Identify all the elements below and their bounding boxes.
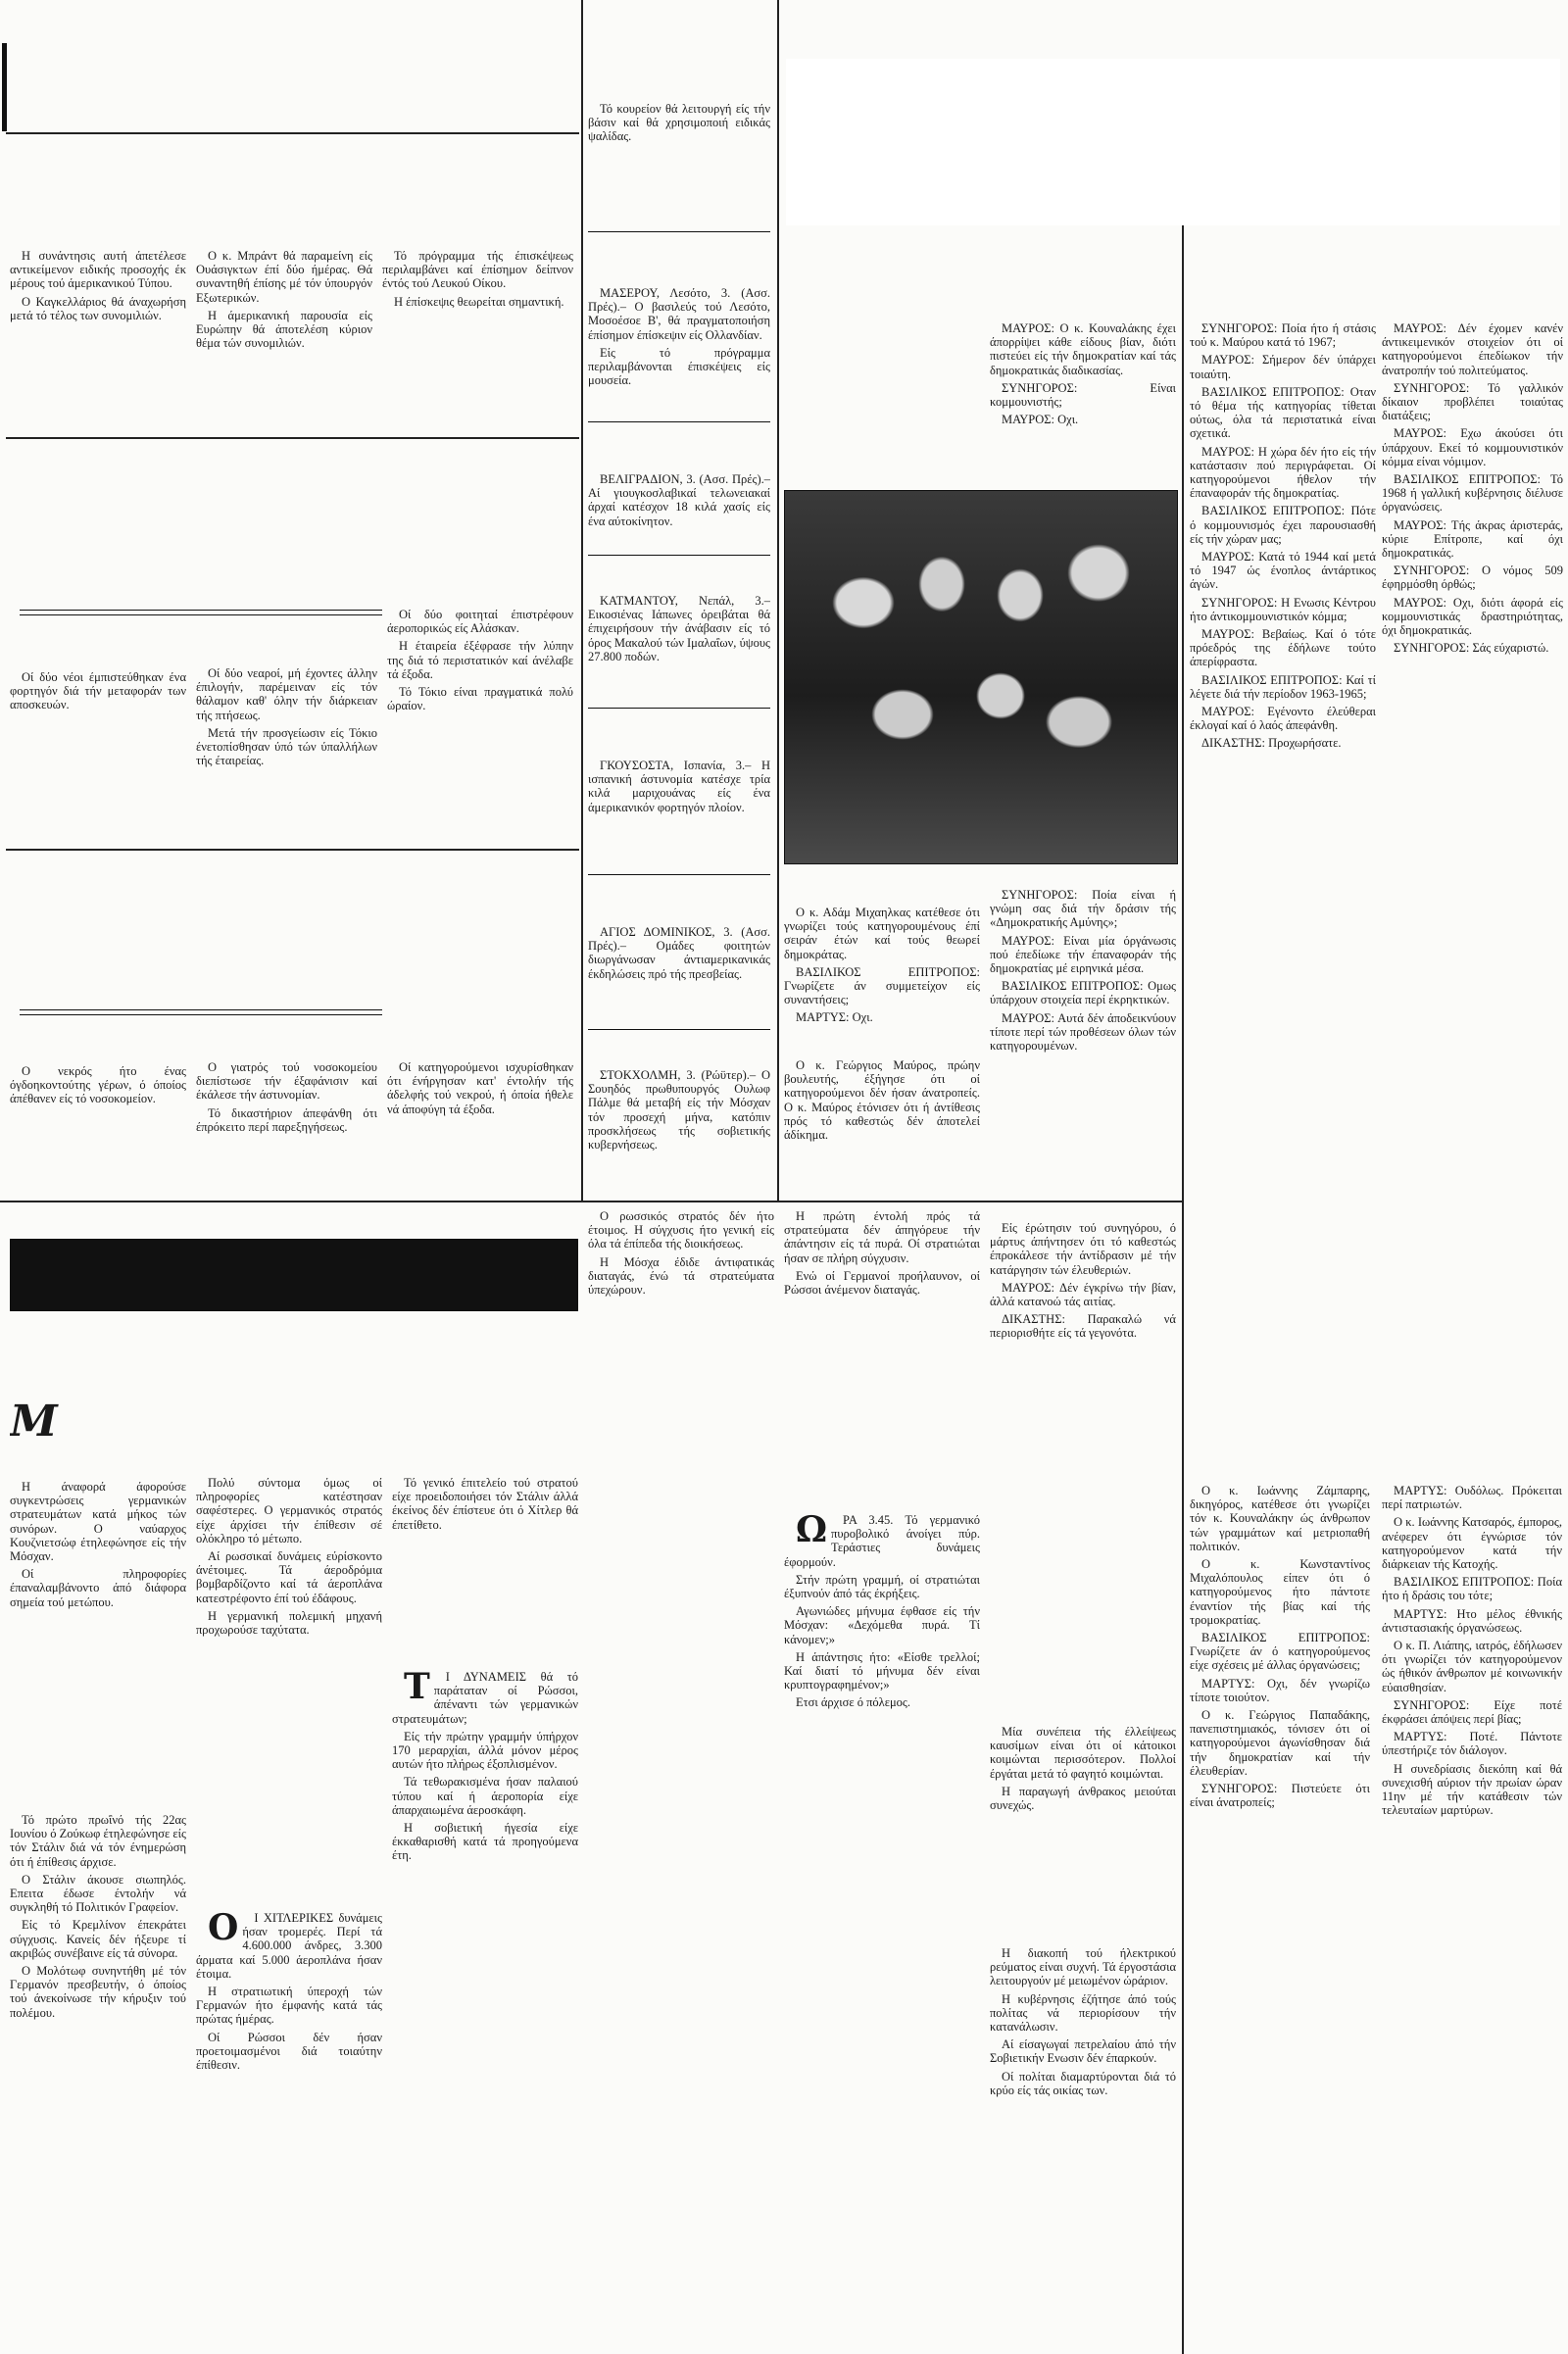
rule-right-col — [1182, 137, 1184, 2354]
trial-body-others: Ο κ. Ιωάννης Ζάμπαρης, δικηγόρος, κατέθεσε ότι γνωρίζει τόν κ. Κουναλάκην ώς άνθρωπον τών γραμμάτων καί μετριοπαθή πολιτικόν. Ο κ. Κωνσταντίνος Μιχαλόπουλος είπεν ότι ό κατηγορούμενος ήτο πάντοτε έναντίον τής βίας καί τής τρομοκρατίας. ΒΑΣΙΛΙΚΟΣ ΕΠΙΤΡΟΠΟΣ: Γνωρίζετε άν ό κατηγορούμενος είχε σχέσεις μέ άλλας όργανώσεις; ΜΑΡΤΥΣ: Οχι, δέν γνωρίζω τίποτε τοιούτον. Ο κ. Γεώργιος Παπαδάκης, πανεπιστημιακός, τόνισεν ότι οί κατηγορούμενοι άγωνίσθησαν διά τήν δημοκρατίαν καί τήν έλευθερίαν. ΣΥΝΗΓΟΡΟΣ: Πιστεύετε ότι είναι άνατροπείς; ΜΑΡΤΥΣ: Ουδόλως. Πρόκειται περί πατριωτών. Ο κ. Ιωάννης Κατσαρός, έμπορος, ανέφερεν ότι έγνώρισε τόν κατηγορούμενον κατά τήν διάρκειαν τής Κατοχής. ΒΑΣΙΛΙΚΟΣ ΕΠΙΤΡΟΠΟΣ: Ποία ήτο ή δράσις του τότε; ΜΑΡΤΥΣ: Ητο μέλος έθνικής άντιστασιακής όργανώσεως. Ο κ. Π. Λιάπης, ιατρός, έδήλωσεν ότι γνωρίζει τόν κατηγορούμενον ώς ήθικόν άνθρωπον μέ κοινωνικήν εύαισθησίαν. ΣΥΝΗΓΟΡΟΣ: Είχε ποτέ έκφράσει άπόψεις περί βίας; ΜΑΡΤΥΣ: Ποτέ. Πάντοτε ύπεστήριζε τόν διάλογον. Η συνεδρίασις διεκόπη καί θά συνεχισθή αύριον τήν πρωίαν ώραν 11ην μέ τήν κατάθεσιν τών τελευταίων μαρτύρων. — [1190, 1484, 1562, 1818]
czech-col1c: Η διακοπή τού ήλεκτρικού ρεύματος είναι συχνή. Τά έργοστάσια λειτουργούν μέ μειωμένον ώράριον. Η κυβέρνησις έζήτησε άπό τούς πολίτας νά περιορίσουν τήν κατανάλωσιν. Αί είσαγωγαί πετρελαίου άπό τήν Σοβιετικήν Ενωσιν δέν έπαρκούν. Οί πολίται διαμαρτύρονται διά τό κρύο είς τάς οικίας των. — [990, 1946, 1176, 2097]
brandt-body-b: Ο κ. Μπράντ θά παραμείνη είς Ουάσιγκτων έπί δύο ήμέρας. Θά συναντηθή έπίσης μέ τόν ύπουργόν Εξωτερικών. Η άμερικανική παρουσία είς Ευρώπην θά άποτελέση κύριον θέμα τών συνομιλιών. — [196, 249, 372, 351]
ww2-col5b: Ω ΡΑ 3.45. Τό γερμανικό πυροβολικό άνοίγει πύρ. Τεράστιες δυνάμεις έφορμούν. Στήν πρώτη γραμμή, οί στρατιώται έξυπνούν άπό τάς έκρήξεις. Αγωνιώδες μήνυμα έφθασε είς τήν Μόσχαν: «Δεχόμεθα πυρά. Τί κάνομεν;» Η άπάντησις ήτο: «Είσθε τρελλοί; Καί διατί τό μήνυμα δέν είναι κρυπτογραφημένον;» Ετσι άρχισε ό πόλεμος. — [784, 1513, 980, 1710]
center-body-6: ΑΓΙΟΣ ΔΟΜΙΝΙΚΟΣ, 3. (Ασσ. Πρές).– Ομάδες φοιτητών διωργάνωσαν άντιαμερικανικάς έκδηλώσεις πρό τής πρεσβείας. — [588, 925, 770, 981]
brandt-bracket — [2, 43, 7, 131]
center-body-2: ΜΑΣΕΡΟΥ, Λεσότο, 3. (Ασσ. Πρές).– Ο βασιλεύς τού Λεσότο, Μοσοέσοε Β', θά πραγματοποιήση έπίσημον έπίσκεψιν είς Ολλανδίαν. Είς τό πρόγραμμα περιλαμβάνονται έπισκέψεις είς μουσεία. — [588, 286, 770, 388]
alaska-bottom-rule — [6, 849, 579, 851]
center-body-4: ΚΑΤΜΑΝΤΟΥ, Νεπάλ, 3.– Εικοσιένας Ιάπωνες όρειβάται θά έπιχειρήσουν τήν άνάβασιν είς τό όρος Μακαλού τών Ιμαλαΐων, ύψους 27.800 ποδών. — [588, 594, 770, 663]
lesotho-head — [588, 231, 770, 235]
dominican-head — [588, 874, 770, 878]
japanese-climbers-head — [588, 555, 770, 559]
trial-body-mavros: Ο κ. Γεώργιος Μαύρος, πρώην βουλευτής, έξήγησε ότι οί κατηγορούμενοι δέν ήσαν άνατροπείς. Ο κ. Μαύρος έτόνισεν ότι ή άντίθεσις πρός τό καθεστώς δέν άποτελεί άδίκημα. — [784, 1058, 980, 1143]
brandt-underline — [6, 132, 579, 134]
brandt-bottom-rule — [6, 437, 579, 439]
trial-body-col4: ΜΑΥΡΟΣ: Δέν έχομεν κανέν άντικειμενικόν στοιχείον ότι οί κατηγορούμενοι έπεδίωκον τήν άνατροπήν τού πολιτεύματος. ΣΥΝΗΓΟΡΟΣ: Τό γαλλικόν δίκαιον προβλέπει τοιαύτας διατάξεις; ΜΑΥΡΟΣ: Εχω άκούσει ότι ύπάρχουν. Εκεί τό κομμουνιστικόν κόμμα είναι νόμιμον. ΒΑΣΙΛΙΚΟΣ ΕΠΙΤΡΟΠΟΣ: Τό 1968 ή γαλλική κυβέρνησις διέλυσε όργανώσεις. ΜΑΥΡΟΣ: Τής άκρας άριστεράς, κύριε Επίτροπε, καί όχι δημοκρατικάς. ΣΥΝΗΓΟΡΟΣ: Ο νόμος 509 έφηρμόσθη όρθώς; ΜΑΥΡΟΣ: Οχι, διότι άφορά είς κομμουνιστικάς δραστηριότητας, όχι δημοκρατικάς. ΣΥΝΗΓΟΡΟΣ: Σάς εύχαριστώ. — [1382, 321, 1563, 656]
corpse-body-b: Ο γιατρός τού νοσοκομείου διεπίστωσε τήν έξαφάνισιν καί έκάλεσε τήν άστυνομίαν. Τό δικαστήριον άπεφάνθη ότι έπρόκειτο περί παρεξηγήσεως. — [196, 1060, 377, 1134]
ww2-col4: Ο ρωσσικός στρατός δέν ήτο έτοιμος. Η σύγχυσις ήτο γενική είς όλα τά έπίπεδα τής διοικήσεως. Η Μόσχα έδιδε άντιφατικάς διαταγάς, ένώ τά στρατεύματα ύπεχώρουν. — [588, 1209, 774, 1298]
trial-body-col2b: ΣΥΝΗΓΟΡΟΣ: Ποία είναι ή γνώμη σας διά τήν δράσιν τής «Δημοκρατικής Αμύνης»; ΜΑΥΡΟΣ: Είναι μία όργάνωσις πού έπεδίωκε τήν έπαναφοράν τής δημοκρατίας μέ ειρηνικά μέσα. ΒΑΣΙΛΙΚΟΣ ΕΠΙΤΡΟΠΟΣ: Ομως ύπάρχουν στοιχεία περί έκρηκτικών. ΜΑΥΡΟΣ: Αυτά δέν άποδεικνύουν τίποτε περί τών προθέσεων όλων τών κατηγορουμένων. — [990, 888, 1176, 1054]
czech-col1b: Μία συνέπεια τής έλλείψεως καυσίμων είναι ότι οί κάτοικοι κοιμώνται περισσότερον. Πολλοί έργάται μετά τό φαγητό κοιμώνται. Η παραγωγή άνθρακος μειούται συνεχώς. — [990, 1725, 1176, 1813]
corpse-body-c: Οί κατηγορούμενοι ισχυρίσθηκαν ότι ένήργησαν κατ' έντολήν τής άδελφής τού νεκρού, ή όποία ήθελε νά άποφύγη τά έξοδα. — [387, 1060, 573, 1116]
ww2-col1b: Τό πρώτο πρωΐνό τής 22ας Ιουνίου ό Ζούκωφ έτηλεφώνησε είς τόν Στάλιν διά νά τόν ένημερώση ότι ή έπίθεσις άρχισε. Ο Στάλιν άκουσε σιωπηλός. Επειτα έδωσε έντολήν νά συγκληθή τό Πολιτικόν Γραφείον. Είς τό Κρεμλίνον έπεκράτει σύγχυσις. Κανείς δέν ήξευρε τί ακριβώς συνέβαινε είς τά σύνορα. Ο Μολότωφ συνηντήθη μέ τόν Γερμανόν πρεσβευτήν, ό όποίος τού άνεκοίνωσε τήν κήρυξιν τού πολέμου. — [10, 1813, 186, 2020]
rule-left-col — [581, 0, 583, 1201]
brandt-body-a: Η συνάντησις αυτή άπετέλεσε αντικείμενον ειδικής προσοχής έκ μέρους τού άμερικανικού Τύπου. Ο Καγκελλάριος θά άναχωρήση μετά τό τέλος των συνομιλιών. — [10, 249, 186, 322]
ww2-dropcap: Μ — [10, 1401, 58, 1447]
marijuana-head — [588, 708, 770, 711]
ww2-col1: Η άναφορά άφορούσε συγκεντρώσεις γερμανικών στρατευμάτων κατά μήκος τών συνόρων. Ο ναύαρχος Κουζνιετσώφ έτηλεφώνησε είς τήν Μόσχαν. Οί πληροφορίες έπαναλαμβάνοντο άπό διάφορα σημεία τού μετώπου. — [10, 1480, 186, 1609]
alaska-body-c: Οί δύο φοιτηταί έπιστρέφουν άεροπορικώς είς Αλάσκαν. Η έταιρεία έξέφρασε τήν λύπην της διά τό περιστατικόν καί άνέλαβε τά έξοδα. Τό Τόκιο είναι πραγματικά πολύ ώραίον. — [387, 608, 573, 713]
czech-col1 — [990, 1509, 1176, 1695]
trial-headline — [786, 59, 1560, 63]
rule-mid-horizontal — [0, 1201, 1182, 1202]
ww2-headline-box — [10, 1239, 578, 1311]
ww2-col5: Η πρώτη έντολή πρός τά στρατεύματα δέν άπηγόρευε τήν άπάντησιν είς τά πυρά. Οί στρατιώται ήσαν σε πλήρη σύγχυσιν. Ενώ οί Γερμανοί προήλαυνον, οί Ρώσσοι άνέμενον διαταγάς. — [784, 1209, 980, 1298]
brandt-body-c: Τό πρόγραμμα τής έπισκέψεως περιλαμβάνει καί έπίσημον δείπνον έντός τού Λευκού Οίκου. Η έπίσκεψις θεωρείται σημαντική. — [382, 249, 573, 309]
corpse-subhead — [20, 1009, 382, 1015]
trial-body-col3: ΣΥΝΗΓΟΡΟΣ: Ποία ήτο ή στάσις τού κ. Μαύρου κατά τό 1967; ΜΑΥΡΟΣ: Σήμερον δέν ύπάρχει τοιαύτη. ΒΑΣΙΛΙΚΟΣ ΕΠΙΤΡΟΠΟΣ: Οταν τό θέμα τής κατηγορίας τίθεται ούτως, όλα τά περιστατικά είναι σχετικά. ΜΑΥΡΟΣ: Η χώρα δέν ήτο είς τήν κατάστασιν πού περιγράφεται. Οί κατηγορούμενοι ήθελον τήν έπαναφοράν τής δημοκρατίας. ΒΑΣΙΛΙΚΟΣ ΕΠΙΤΡΟΠΟΣ: Πότε ό κομμουνισμός έχει παρουσιασθή είς τήν χώραν μας; ΜΑΥΡΟΣ: Κατά τό 1944 καί μετά τό 1947 ώς ένοπλος άντάρτικος άγών. ΣΥΝΗΓΟΡΟΣ: Η Ενωσις Κέντρου ήτο άντικομμουνιστικόν κόμμα; ΜΑΥΡΟΣ: Βεβαίως. Καί ό τότε πρόεδρός της έδήλωνε τούτο άπερίφραστα. ΒΑΣΙΛΙΚΟΣ ΕΠΙΤΡΟΠΟΣ: Καί τί λέγετε διά τήν περίοδον 1963-1965; ΜΑΥΡΟΣ: Εγένοντο έλεύθεραι έκλογαί καί ό λαός άπεφάνθη. ΔΙΚΑΣΤΗΣ: Προχωρήσατε. — [1190, 321, 1376, 751]
palme-head — [588, 1029, 770, 1033]
ww2-col2b: Ο Ι ΧΙΤΛΕΡΙΚΕΣ δυνάμεις ήσαν τρομερές. Περί τά 4.600.000 άνδρες, 3.300 άρματα καί 5.000 άεροπλάνα ήσαν έτοιμα. Η στρατιωτική ύπεροχή τών Γερμανών ήτο έμφανής κατά τάς πρώτας ήμέρας. Οί Ρώσσοι δέν ήσαν προετοιμασμένοι διά τοιαύτην έπίθεσιν. — [196, 1911, 382, 2073]
trial-body-michalkas: Ο κ. Αδάμ Μιχαηλκας κατέθεσε ότι γνωρίζει τούς κατηγορουμένους έπί σειράν έτών καί τούς θεωρεί δημοκράτας. ΒΑΣΙΛΙΚΟΣ ΕΠΙΤΡΟΠΟΣ: Γνωρίζετε άν συμμετείχον είς συναντήσεις; ΜΑΡΤΥΣ: Οχι. — [784, 906, 980, 1025]
alaska-subhead — [20, 610, 382, 615]
center-body-1: Τό κουρείον θά λειτουργή είς τήν βάσιν καί θά χρησιμοποιή ειδικάς ψαλίδας. — [588, 102, 770, 144]
hashish-head — [588, 421, 770, 425]
trial-body-col2: ΜΑΥΡΟΣ: Ο κ. Κουναλάκης έχει άπορρίψει κάθε είδους βίαν, διότι πιστεύει είς τήν δημοκρατίαν καί τάς δημοκρατικάς διαδικασίας. ΣΥΝΗΓΟΡΟΣ: Είναι κομμουνιστής; ΜΑΥΡΟΣ: Οχι. — [990, 321, 1176, 427]
corpse-body-a: Ο νεκρός ήτο ένας όγδοηκοντούτης γέρων, ό όποίος άπέθανεν είς τό νοσοκομείον. — [10, 1064, 186, 1106]
ww2-col3: Τό γενικό έπιτελείο τού στρατού είχε προειδοποιήσει τόν Στάλιν άλλά έκείνος δέν έπίστευε ότι ό Χίτλερ θά έπετίθετο. — [392, 1476, 578, 1532]
alaska-body-a: Οί δύο νέοι έμπιστεύθηκαν ένα φορτηγόν διά τήν μεταφοράν των αποσκευών. — [10, 670, 186, 712]
trial-body-col1 — [784, 321, 980, 488]
ww2-col3b: Τ Ι ΔΥΝΑΜΕΙΣ θά τό παράταταν οί Ρώσσοι, άπέναντι τών γερμανικών στρατευμάτων; Είς τήν πρώτην γραμμήν ύπήρχον 170 μεραρχίαι, άλλά μόνον μέρος αυτών ήτο πλήρως έξοπλισμένον. Τά τεθωρακισμένα ήσαν παλαιού τύπου καί ή άεροπορία είχε άπαρχαιωμένα άεροσκάφη. Η σοβιετική ήγεσία είχε έκκαθαρισθή κατά τά προηγούμενα έτη. — [392, 1670, 578, 1863]
center-body-5: ΓΚΟΥΣΟΣΤΑ, Ισπανία, 3.– Η ισπανική άστυνομία κατέσχε τρία κιλά μαριχουάνας είς ένα άμερικανικόν φορτηγόν πλοίον. — [588, 759, 770, 814]
trial-photo — [784, 490, 1178, 864]
ww2-lead — [10, 1401, 578, 1472]
trial-body-provocation: Είς έρώτησιν τού συνηγόρου, ό μάρτυς άπήντησεν ότι τό καθεστώς έπροκάλεσε τήν άντίδρασιν μέ τήν κατάργησιν τών έλευθεριών. ΜΑΥΡΟΣ: Δέν έγκρίνω τήν βίαν, άλλά κατανοώ τάς αιτίας. ΔΙΚΑΣΤΗΣ: Παρακαλώ νά περιορισθήτε είς τά γεγονότα. — [990, 1221, 1176, 1341]
trial-headline-box — [786, 59, 1560, 225]
center-body-7: ΣΤΟΚΧΟΛΜΗ, 3. (Ρώϋτερ).– Ο Σουηδός πρωθυπουργός Ουλωφ Πάλμε θά μεταβή είς τήν Μόσχαν τόν προσεχή μήνα, κατόπιν προσκλήσεως τής σοβιετικής κυβερνήσεως. — [588, 1068, 770, 1152]
ww2-col2: Πολύ σύντομα όμως οί πληροφορίες κατέστησαν σαφέστερες. Ο γερμανικός στρατός είχε άρχίσει τήν έπίθεσιν σέ ολόκληρο τό μέτωπο. Αί ρωσσικαί δυνάμεις εύρίσκοντο άνέτοιμες. Τά άεροδρόμια βομβαρδίζοντο καί τά άεροπλάνα κατεστρέφοντο έπί τού έδάφους. Η γερμανική πολεμική μηχανή προχωρούσε ταχύτατα. — [196, 1476, 382, 1638]
alaska-body-b: Οί δύο νεαροί, μή έχοντες άλλην έπιλογήν, παρέμειναν είς τόν θάλαμον καθ' όλην τήν διάρκειαν τής πτήσεως. Μετά τήν προσγείωσιν είς Τόκιο ένετοπίσθησαν ύπό τών ύπαλλήλων τής έταιρείας. — [196, 666, 377, 768]
center-body-3: ΒΕΛΙΓΡΑΔΙΟΝ, 3. (Ασσ. Πρές).– Αί γιουγκοσλαβικαί τελωνειακαί άρχαί κατέσχον 18 κιλά χασίς είς ένα αύτοκίνητον. — [588, 472, 770, 528]
rule-center-col — [777, 0, 779, 1201]
